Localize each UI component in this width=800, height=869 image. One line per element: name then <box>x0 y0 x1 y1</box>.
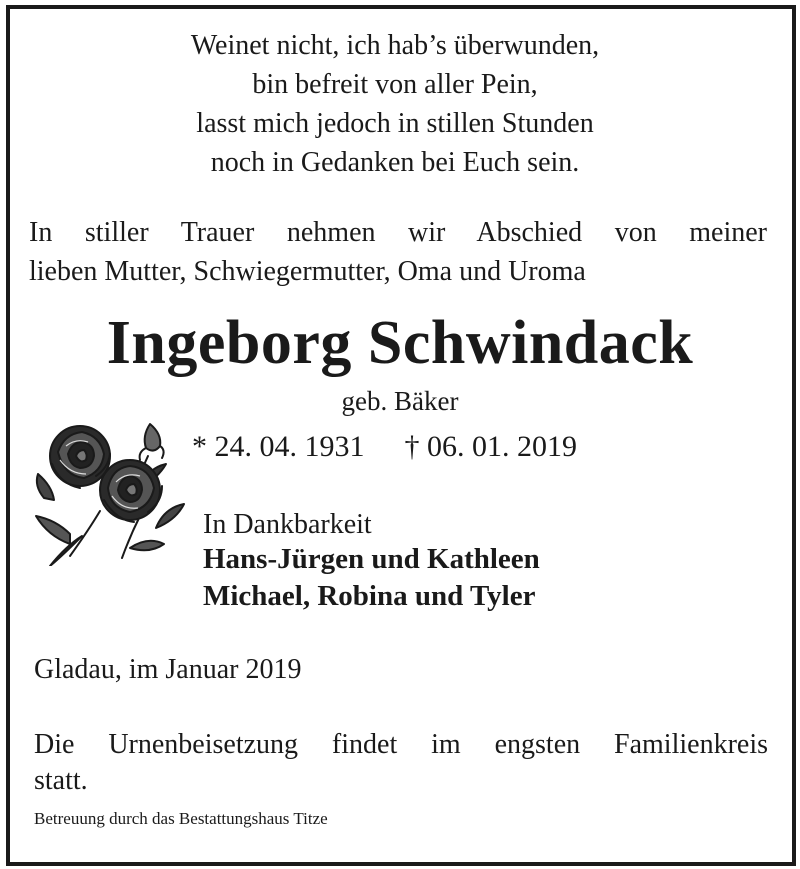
deceased-name: Ingeborg Schwindack <box>106 309 694 377</box>
burial-note <box>34 727 768 799</box>
mourner-line: Michael, Robina und Tyler <box>203 580 536 612</box>
poem-line: lasst mich jedoch in stillen Stunden <box>196 108 594 139</box>
intro-line: In stiller Trauer nehmen wir Abschied von meiner <box>29 217 767 248</box>
birth-date: * 24. 04. 1931 <box>192 430 365 463</box>
poem-line: Weinet nicht, ich hab’s überwunden, <box>190 30 600 61</box>
burial-line: statt. <box>34 765 88 796</box>
maiden-name: geb. Bäker <box>341 386 459 416</box>
intro-line: lieben Mutter, Schwiegermutter, Oma und Uroma <box>29 256 586 287</box>
intro-text <box>29 213 767 291</box>
burial-line: Die Urnenbeisetzung findet im engsten Familienkreis <box>34 729 768 760</box>
poem-line: noch in Gedanken bei Euch sein. <box>210 147 580 178</box>
life-dates <box>192 428 577 466</box>
rose-icon <box>30 416 186 566</box>
mourner-line: Hans-Jürgen und Kathleen <box>203 543 540 575</box>
mourner-names <box>203 541 540 615</box>
place-date: Gladau, im Januar 2019 <box>34 654 302 685</box>
funeral-home-note: Betreuung durch das Bestattungshaus Titze <box>34 809 328 828</box>
poem <box>0 26 790 182</box>
poem-line: bin befreit von aller Pein, <box>252 69 538 100</box>
death-date: † 06. 01. 2019 <box>404 430 577 463</box>
thanks-label: In Dankbarkeit <box>203 509 372 540</box>
